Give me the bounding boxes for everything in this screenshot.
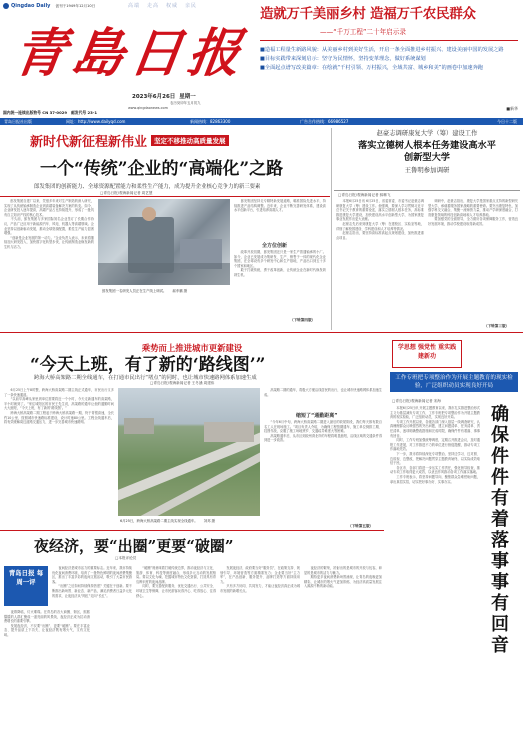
cn-number — [3, 110, 97, 116]
right-story-subhead: 王鲁明参加调研 — [404, 166, 450, 174]
weekday: 星期一 — [179, 94, 196, 100]
ad-hotline: 广告合作热线：66986527 — [300, 119, 349, 124]
top-news-bullets — [260, 46, 518, 73]
study-intro: 工作专班把专项整治作为开展主题教育的现实检验，广泛组织动员实现良好开局 — [390, 372, 518, 392]
bus-subsection: 缩短了“通勤距离” — [296, 413, 338, 419]
website-line — [128, 106, 168, 110]
right-story-body-2: 调研中，赵豪志指出，康复大学是国家重点支持的新型研究型大学，承载着服务国家战略的重要使命。要突出康复特色，加强学科交叉融合，集聚一流师资力量，推动产学研深度融合，打造康复领域的科技创新高地和人才培养基地。 要加强党的全面领导，全力做好各项保障服务工作，营造良好发展环境，推动学校建设取得新成效。 — [428, 199, 518, 226]
bus-banner-text: 乘势而上推进城市更新建设 — [141, 343, 243, 353]
slogan-1: 高端 — [128, 3, 141, 9]
banner-body-col-2 — [98, 295, 230, 323]
study-title-box — [392, 340, 462, 368]
banner-body-col-4: 改革开放初期，郎发集团还只是一家生产普通轴承的小厂。如今，企业已发展成为集研发、生产、销售于一体的现代化企业集团，在全球设有多个研发中心和生产基地，产品出口到五十多个国家和地区。 敢于打破传统，勇于改革创新，让传统企业在新时代焕发勃勃生机。 — [234, 250, 326, 277]
factory-photo-caption — [102, 288, 187, 293]
top-news-bullet: ■目标实践带来深刻启示：坚守为民情怀，坚持变革理念，做好系统谋划 — [260, 56, 426, 62]
study-box — [386, 336, 520, 742]
bus-banner — [100, 336, 284, 353]
overpass-photo-credit: 刘邦 摄 — [203, 519, 215, 523]
weekly-commentary-box — [4, 566, 48, 606]
bottom-body-col-1: 夜幕降临，灯火璀璨。在青岛的各大商圈、街区，熙熙攘攘的人群汇聚成一道亮丽的风景线，夜经济正成为拉动消费增长的重要引擎。 发展夜经济，不仅要“出圈”，更要“破圈”。要在丰富业态、提升品质上下功夫，让夜经济既有烟火气，又有文化味。 — [4, 610, 90, 637]
banner-body-col-3: 郎发集团坚持走专精特新发展道路，瞄准国际先进水平，持续推进产品结构调整。近年来，企业不断完善研发体系，建设高水平创新平台，引进培养高端人才。 — [234, 199, 326, 213]
banner-continued: （下转第四版） — [290, 318, 316, 322]
bus-continued: （下转第五版） — [348, 524, 374, 528]
publisher: 青岛日报社出版 — [4, 119, 32, 124]
founded-date: 创刊于1949年12月10日 — [55, 3, 96, 8]
study-title: 学思想 强党性 重实践 建新功 — [397, 344, 457, 360]
top-news-divider — [260, 40, 518, 41]
banner-divider — [0, 196, 330, 197]
right-story-continued: （下转第三版） — [484, 324, 510, 328]
section-banner — [0, 128, 330, 188]
bottom-byline: □本报评论员 — [115, 556, 137, 560]
bus-section-rule — [0, 332, 523, 333]
weekly-commentary-title: 青岛日报 每周一评 — [8, 569, 44, 586]
website: www.qingdaonews.com — [128, 106, 168, 110]
right-column-story — [334, 130, 520, 330]
top-news-source: ■新华 — [506, 106, 518, 111]
bus-body-col-2: 高架路二期的通车，将极大方便沿线居民的出行，也让城市快速路网体系加速生成。 — [264, 388, 382, 397]
bus-headline: “今天上班，有了新的‘路线图’” — [30, 355, 266, 375]
bottom-rule — [0, 530, 384, 531]
right-story-intro: 赵豪志调研康复大学（筹）建设工作 — [376, 130, 478, 137]
top-news-headline: 造就万千美丽乡村 造福万千农民群众 — [260, 6, 476, 22]
masthead — [0, 0, 252, 125]
brand-en: Qingdao Daily — [11, 3, 51, 9]
right-story-byline: □青岛日报/观海新闻记者 薛琳飞 — [338, 193, 391, 197]
right-story-body-1: 本报6月25日讯 6月25日，省委常委、市委书记赵豪志调研康复大学（筹）建设工作。他强调，要深入学习贯彻习近平总书记关于教育的重要论述，落实立德树人根本任务，高标准推进康复大学建设，加快建设高水平创新型大学，为国家康复事业发展作出更大贡献。 赵豪志先后来到康复大学（筹）在建校区、实验室等地，详细了解校园建设、学科建设和人才培养等情况。 赵豪志指出，要坚持高标准高起点规划建设，加快推进重点项目。 — [336, 199, 424, 240]
lunar-date: 农历癸卯年五月初九 — [170, 101, 201, 105]
banner-subsection: 全方位创新 — [262, 243, 288, 249]
overpass-photo-caption-text: 6月25日，跨海大桥高架路二期主线实现全线通车。 — [120, 519, 198, 523]
page-count: 今日十二版 — [497, 119, 517, 124]
bottom-body-col-4: 发展夜经济，政府要当好“服务员”，在政策支持、规划引导、环境营造等方面精准发力；企业要当好“主力军”，在产品创新、服务提升、品牌打造等方面持续用力。 只有多方协同、共同发力，才能让夜经济真正成为城市发展的新增长点。 — [220, 566, 300, 593]
bottom-body-col-2: 夜间经济是城市活力的重要标志。近年来，我市持续优化夜间消费环境，培育了一批特色鲜明的夜间消费集聚区，推出了丰富多彩的夜间文旅活动，吸引了大量市民游客。 “出圈”之后如何持续保持热度？关键在于创新。要不断推出新场景、新业态、新产品，满足消费者日益多元化的需求，让夜经济从“网红”走向“长红”。 — [52, 566, 132, 598]
right-story-divider — [334, 190, 520, 191]
column-divider — [331, 128, 332, 330]
date-block — [132, 92, 196, 100]
masthead-logo — [9, 23, 251, 84]
news-hotline: 新闻热线：82863300 — [190, 119, 231, 124]
banner-tag: 坚定不移推动高质量发展 — [151, 135, 229, 146]
bottom-body-col-3: “破圈”则意味着打破传统边界，推动夜经济与文化、旅游、体育、科技等深度融合，形成多元互动的发展格局。要以文化为魂，挖掘城市特色文化资源，打造具有青岛辨识度的夜间品牌。 同时，要完善配套服务，优化交通出行、公共安全、环境卫生等保障，让市民游客玩得开心、吃得放心、住得舒心。 — [136, 566, 216, 598]
banner-bar — [30, 131, 330, 150]
website-2: 网址：http://www.dailyqd.com — [66, 119, 126, 124]
bus-body-col-1: 6月25日上午8时整，跨海大桥高架路二期主线正式通车，市民出行又多了一条快速通道。 “以前早高峰从家里到单位需要将近一个小时，今天走新通车的高架路，半小时就到了。”家住城阳区的市民王先生说，高架路的通车让他的通勤时间大大缩短，“今天上班，有了新的‘路线图’。” 跨海大桥高架路二期工程起于跨海大桥高架路一期，终于青银高速，全长约10公里，按照城市快速路标准建设，设计时速80公里。工程全线通车后，将有效缓解周边道路交通压力，进一步完善城市快速路网。 — [4, 388, 114, 425]
factory-photo-credit: 郝孝鹏 摄 — [172, 289, 188, 293]
banner-headline: 一个“传统”企业的“高端化”之路 — [40, 159, 284, 179]
slogan-row — [128, 2, 197, 9]
bus-body-col-3: “今年6月中旬，跨海大桥高架路二期进入最后的收尾阶段，我们每天都有数百名工人在现场施工。”项目负责人介绍，为确保工程按期通车，施工单位倒排工期、挂图作战，克服了施工场地狭窄、交通疏导难度大等困难。 高架路通车后，从市区到胶州湾北岸的车程将明显缩短，沿线区域的交通条件得到进一步改善。 — [264, 420, 382, 443]
masthead-brand-row — [3, 3, 95, 9]
top-news-subhead: ——“千万工程”二十年启示录 — [320, 28, 406, 36]
study-headline — [484, 404, 516, 656]
issue-date: 2023年6月26日 — [132, 94, 176, 100]
slogan-3: 权威 — [166, 3, 179, 9]
logo-text: 青島日报 — [9, 23, 251, 84]
study-body: 本报6月25日讯 开展主题教育以来，我市扎实推进整治形式主义为基层减负专项工作，工作专班把专项整治作为开展主题教育的现实检验，广泛组织动员，实现良好开局。 专项工作开展以来，各级各部门深入基层一线调查研究，认真梳理群众反映强烈的突出问题，建立问题清单、任务清单、责任清单，逐项明确整改措施和完成时限，确保件件有着落、事事有回音。 同时，工作专班加强统筹调度，定期召开推进会议，及时通报工作进展，对工作推进不力的单位进行督促提醒，推动专项工作落地见效。 下一步，我市将持续深化专项整治，坚持边学习、边对照、边检视、边整改，把解决问题贯穿主题教育始终，以实际成效取信于民。 各区市、各部门将进一步压实工作责任，强化督导检查，推动专项工作取得更大成效，以优良作风推动各项工作落实落地。 工作专班表示，将坚持问题导向，聚焦群众急难愁盼问题，拿出真招实招，切实把好事办好、实事办实。 — [390, 406, 480, 484]
banner-subhead: 郎发集团的创新能力、全球资源配置能力和柔性生产能力，成为提升企业核心竞争力的新三要素 — [34, 184, 261, 190]
overpass-photo-caption — [120, 518, 215, 523]
banner-section: 新时代新征程新伟业 — [30, 135, 148, 150]
study-headline-text: 确保件件有着落事事有回音 — [491, 404, 509, 656]
cn-number-text: 国内统一连续出版物号 CN 37-0029 — [3, 110, 68, 115]
slogan-2: 走高 — [147, 3, 160, 9]
bus-byline: □青岛日报/观海新闻记者 王冬涵 周建伟 — [150, 381, 215, 385]
top-news — [260, 6, 518, 114]
banner-byline: □青岛日报/观海新闻记者 周艺慧 — [100, 191, 153, 195]
bus-subhead: 跨海大桥高架路二期全线通车，在打通市民出行“堵点”的同时，也让城市快速路网体系加速生成 — [34, 375, 257, 381]
top-news-bullet: ■造福工程量生新路风貌：从美丽乡村到美好生活，开启一条全面推进乡村振兴、建设美丽中国的发展之路 — [260, 47, 504, 53]
top-news-bullet: ■全面起点谱写改美篇章：在绘就“千村引领、万村振兴，全域共富、城乡和美”的画卷中加速奔跑 — [260, 65, 483, 71]
banner-body-col-1: 郎发集团自建厂以来，凭借多年来对生产制造的深入研究，实现了从传统轴承制造企业到高端装备解决方案的转变。如今，企业研发投入逐年提高，高端产品占比持续提升，形成了一批具有自主知识产权的核心技术。 不久前，郎发集团与多家国际知名企业签订了长期合作协议，产品广泛应用于新能源汽车、风电、机器人等高端领域。企业坚持以创新驱动发展，推动全球资源配置，柔性生产能力显著增强。 “创新是企业发展的第一动力。”企业负责人表示，未来将继续加大研发投入，加快数字化转型步伐，让传统制造业焕发新的生机与活力。 — [4, 199, 94, 249]
info-bar — [0, 118, 523, 125]
factory-photo-caption-text: 郎发集团一名研发人员正在生产线上调试。 — [102, 289, 167, 293]
right-story-headline: 落实立德树人根本任务建设高水平创新型大学 — [358, 140, 496, 163]
slogan-4: 亲民 — [185, 3, 198, 9]
bottom-body-col-5: 夜经济的繁荣，折射出的是城市的开放与包容，彰显的是城市的活力与魅力。 期待更多夜间消费新场景涌现，让青岛的夜晚更加精彩，让城市的烟火气更加浓郁，为经济高质量发展注入源源不断的新动能。 — [304, 566, 382, 589]
brand-logo-mark — [3, 3, 9, 9]
study-byline: □青岛日报/观海新闻记者 宋海 — [392, 399, 441, 403]
bottom-headline: 夜经济，要“出圈”更要“破圈” — [34, 537, 234, 555]
postal-code: 邮发代号 23-1 — [71, 110, 98, 115]
overpass-photo — [118, 388, 260, 516]
factory-photo — [98, 199, 230, 285]
